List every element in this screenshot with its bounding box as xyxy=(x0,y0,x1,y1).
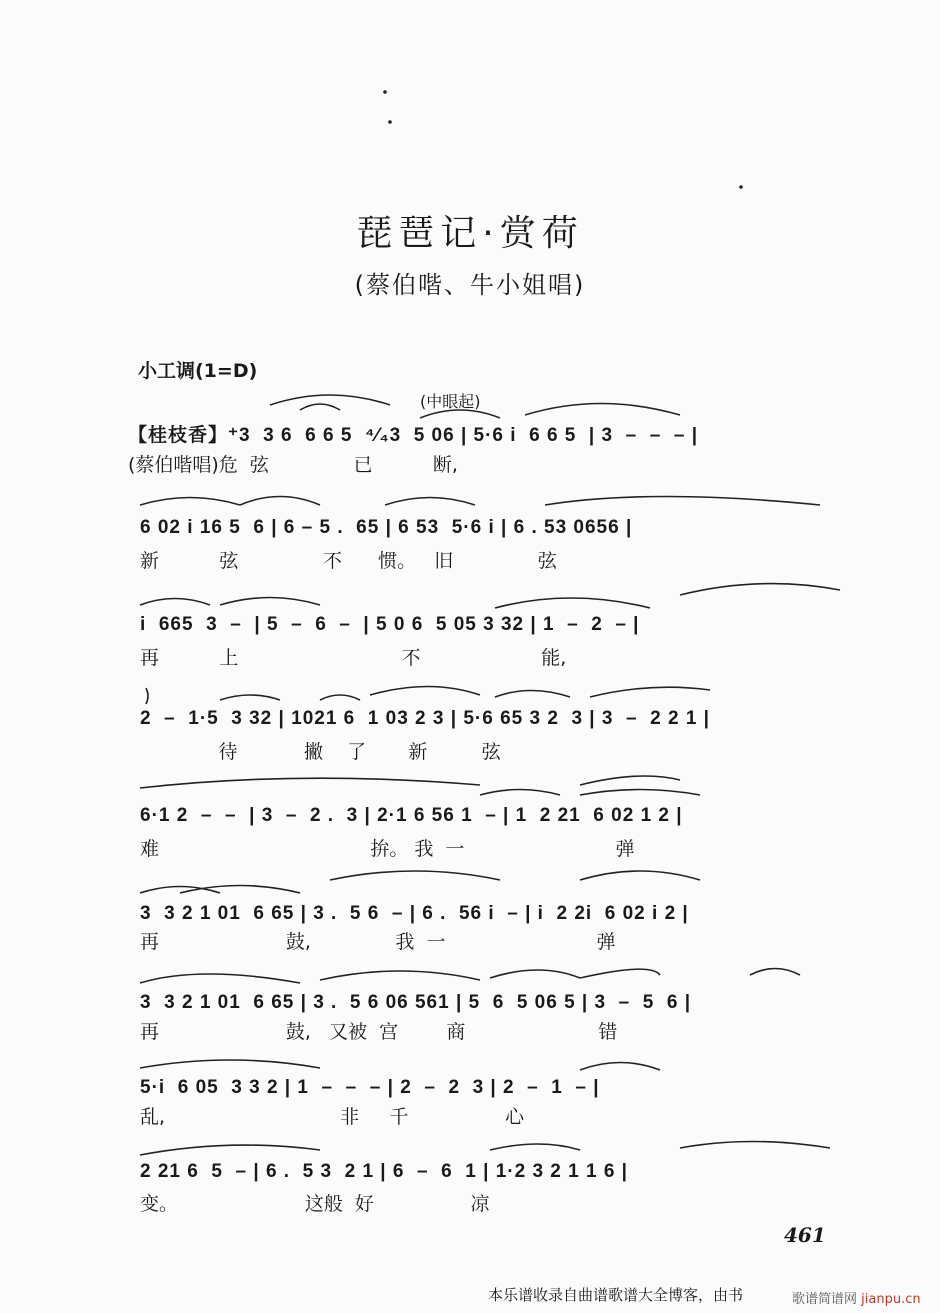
notation-row-7: 3 3 2 1 01 6 65 | 3 . 5 6 06 561 | 5 6 5 06 5 | 3 – 5 6 | xyxy=(140,992,692,1013)
lyric-row-2: 新 弦 不 惯。 旧 弦 xyxy=(140,550,557,572)
notation-row-9: 2 21 6 5 – | 6 . 5 3 2 1 | 6 – 6 1 | 1·2 3 2 1 1 6 | xyxy=(140,1161,628,1182)
page-title: 琵琶记·赏荷 xyxy=(356,213,584,254)
tempo-mark: (中眼起) xyxy=(420,392,481,411)
lyric-row-1: (蔡伯喈唱)危 弦 已 断, xyxy=(128,454,458,476)
lyric-row-6: 再 鼓, 我 一 弹 xyxy=(140,931,616,953)
watermark-text: 歌谱简谱网 xyxy=(792,1292,862,1307)
notation-row-3: i 665 3 – | 5 – 6 – | 5 0 6 5 05 3 32 | 1 – 2 – | xyxy=(140,614,640,635)
watermark-brand: jianpu.cn xyxy=(861,1292,921,1307)
notation-row-6: 3 3 2 1 01 6 65 | 3 . 5 6 – | 6 . 56 i – | i 2 2i 6 02 i 2 | xyxy=(140,903,689,924)
lyric-row-9: 变。 这般 好 凉 xyxy=(140,1193,490,1215)
watermark xyxy=(792,1288,921,1307)
notation-row-4: 2 – 1·5 3 32 | 1021 6 1 03 2 3 | 5·6 65 3 2 3 | 3 – 2 2 1 | xyxy=(140,708,711,729)
notation-row-2: 6 02 i 16 5 6 | 6 – 5 . 65 | 6 53 5·6 i | 6 . 53 0656 | xyxy=(140,517,633,538)
notation-row-8: 5·i 6 05 3 3 2 | 1 – – – | 2 – 2 3 | 2 – 1 – | xyxy=(140,1077,600,1098)
lyric-row-4: 待 撇 了 新 弦 xyxy=(140,741,501,763)
key-signature: 小工调(1=D) xyxy=(138,360,258,382)
notation-row-1: 【桂枝香】⁺3 3 6 6 6 5 ⁴⁄₄3 5 06 | 5·6 i 6 6 5 | 3 – – – | xyxy=(128,425,699,446)
page-subtitle: (蔡伯喈、牛小姐唱) xyxy=(354,271,586,299)
notation-row-5: 6·1 2 – – | 3 – 2 . 3 | 2·1 6 56 1 – | 1 2 21 6 02 1 2 | xyxy=(140,805,683,826)
lyric-row-3: 再 上 不 能, xyxy=(140,647,567,669)
page-number: 461 xyxy=(784,1223,826,1247)
lyric-row-8: 乱, 非 千 心 xyxy=(140,1106,525,1128)
lyric-row-7: 再 鼓, 又被 宫 商 错 xyxy=(140,1021,618,1043)
lyric-row-5: 难 拚。 我 一 弹 xyxy=(140,838,635,860)
footer-note: 本乐谱收录自曲谱歌谱大全博客，由书 xyxy=(488,1286,744,1304)
